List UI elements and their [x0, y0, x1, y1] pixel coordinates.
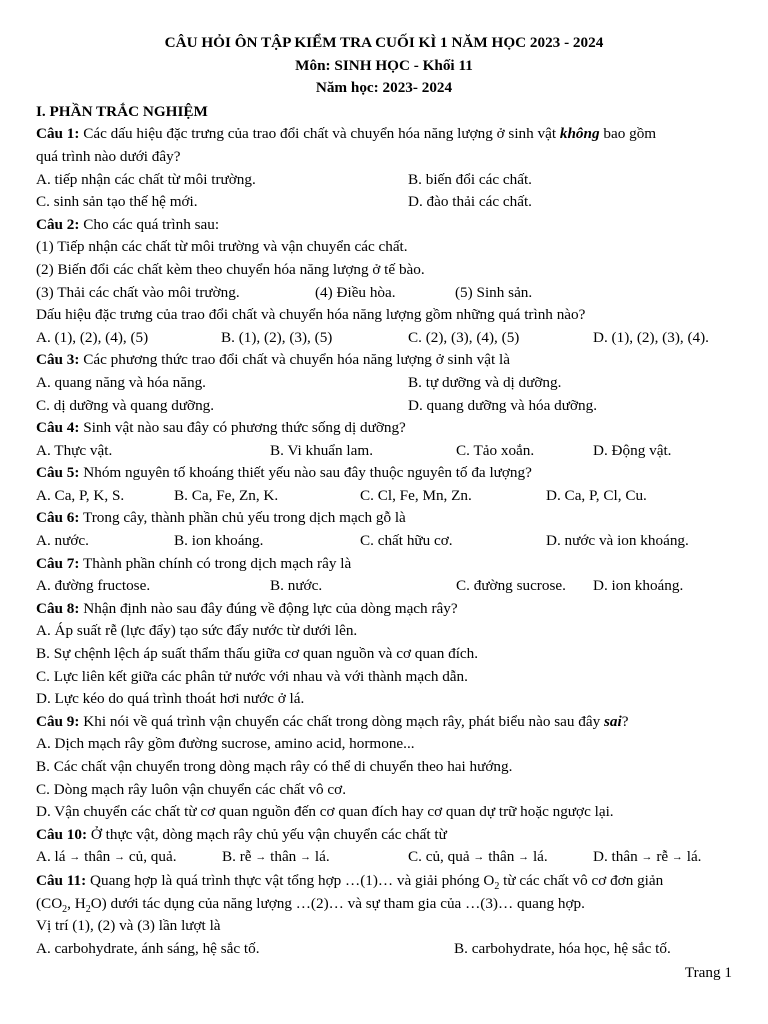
q10-c-to: lá.: [532, 848, 548, 866]
section-heading: I. PHẦN TRẮC NGHIỆM: [36, 102, 208, 120]
q11-option-b: B. carbohydrate, hóa học, hệ sắc tố.: [454, 939, 671, 957]
q10-text: Ở thực vật, dòng mạch rây chủ yếu vận chuyển các chất từ: [87, 825, 447, 843]
q3-text: Các phương thức trao đổi chất và chuyển hóa năng lượng ở sinh vật là: [79, 351, 510, 369]
q5-options-row: [36, 485, 732, 508]
q9-text-a: Khi nói về quá trình vận chuyển các chất trong dòng mạch rây, phát biểu nào sau đây: [79, 712, 604, 730]
question-10: [36, 824, 732, 870]
q9-emphasis: sai: [603, 712, 622, 730]
q11-sub-h2o: 2: [85, 903, 91, 915]
q5-option-d: D. Ca, P, Cl, Cu.: [546, 486, 647, 504]
q4-text: Sinh vật nào sau đây có phương thức sống dị dưỡng?: [79, 419, 406, 437]
arrow-right-icon: →: [518, 851, 530, 864]
q6-label: Câu 6:: [36, 509, 80, 527]
q10-option-d: [593, 846, 701, 870]
q11-text-c: (CO: [36, 894, 63, 912]
q10-b-to: lá.: [314, 848, 330, 866]
q3-option-c: C. dị dưỡng và quang dưỡng.: [36, 396, 215, 414]
q6-option-d: D. nước và ion khoáng.: [546, 532, 689, 550]
q9-label: Câu 9:: [36, 712, 80, 730]
q4-option-d: D. Động vật.: [593, 441, 672, 459]
q3-label: Câu 3:: [36, 351, 80, 369]
q10-a-mid: thân: [84, 848, 111, 866]
q11-options-row: [36, 938, 732, 961]
q9-text-b: ?: [621, 712, 629, 730]
q2-items-row: [36, 282, 732, 305]
arrow-right-icon: →: [114, 851, 126, 864]
q1-option-c: C. sinh sản tạo thế hệ mới.: [36, 193, 198, 211]
q8-label: Câu 8:: [36, 599, 80, 617]
q3-options-row-2: [36, 395, 732, 418]
q10-b-mid: thân: [270, 848, 297, 866]
q8-text: Nhận định nào sau đây đúng về động lực của dòng mạch rây?: [79, 599, 458, 617]
q10-option-c: [408, 846, 593, 870]
q11-text-a: Quang hợp là quá trình thực vật tổng hợp …(1)… và giải phóng O: [86, 871, 495, 889]
q4-option-a: A. Thực vật.: [36, 441, 113, 459]
q7-option-c: C. đường sucrose.: [456, 577, 566, 595]
arrow-right-icon: →: [255, 851, 267, 864]
q2-option-d: D. (1), (2), (3), (4).: [593, 328, 709, 346]
q11-sub-co2: 2: [62, 903, 68, 915]
q9-option-a: A. Dịch mạch rây gồm đường sucrose, amino acid, hormone...: [36, 735, 415, 753]
q11-question: Vị trí (1), (2) và (3) lần lượt là: [36, 917, 221, 935]
q2-item-2: (2) Biến đổi các chất kèm theo chuyển hóa năng lượng ở tế bào.: [36, 260, 425, 278]
q2-item-4: (4) Điều hòa.: [315, 283, 396, 301]
q1-text-c: quá trình nào dưới đây?: [36, 147, 181, 165]
q10-option-a: [36, 846, 222, 870]
q11-text-d: , H: [67, 894, 86, 912]
q8-option-a: A. Áp suất rễ (lực đẩy) tạo sức đẩy nước từ dưới lên.: [36, 622, 358, 640]
q7-option-d: D. ion khoáng.: [593, 577, 684, 595]
question-7: [36, 553, 732, 598]
q6-option-b: B. ion khoáng.: [174, 532, 264, 550]
question-9: [36, 711, 732, 824]
q4-option-c: C. Tảo xoắn.: [456, 441, 535, 459]
q2-item-5: (5) Sinh sản.: [455, 283, 533, 301]
q11-text-e: O) dưới tác dụng của năng lượng …(2)… và sự tham gia của …(3)… quang hợp.: [90, 894, 585, 912]
q8-option-b: B. Sự chệnh lệch áp suất thẩm thấu giữa cơ quan nguồn và cơ quan đích.: [36, 645, 479, 663]
q1-options-row-1: [36, 169, 732, 192]
q11-sub-o2: 2: [494, 881, 500, 892]
doc-subject: Môn: SINH HỌC - Khối 11: [295, 56, 473, 74]
question-6: [36, 507, 732, 552]
q4-label: Câu 4:: [36, 419, 80, 437]
q2-label: Câu 2:: [36, 215, 80, 233]
q7-option-b: B. nước.: [270, 577, 323, 595]
q1-text-b: bao gồm: [599, 125, 657, 143]
q3-options-row-1: [36, 372, 732, 395]
q5-option-c: C. Cl, Fe, Mn, Zn.: [360, 486, 472, 504]
arrow-right-icon: →: [641, 851, 653, 864]
question-1: [36, 123, 732, 213]
q1-label: Câu 1:: [36, 125, 80, 143]
q1-option-d: D. đào thải các chất.: [408, 193, 532, 211]
question-8: [36, 598, 732, 711]
q11-option-a: A. carbohydrate, ánh sáng, hệ sắc tố.: [36, 939, 260, 957]
arrow-right-icon: →: [473, 851, 485, 864]
arrow-right-icon: →: [671, 851, 683, 864]
q10-a-from: A. lá: [36, 848, 66, 866]
q2-option-c: C. (2), (3), (4), (5): [408, 328, 520, 346]
q7-option-a: A. đường fructose.: [36, 577, 151, 595]
q10-option-b: [222, 846, 408, 870]
doc-title: CÂU HỎI ÔN TẬP KIỂM TRA CUỐI KÌ 1 NĂM HỌC 2023 - 2024: [164, 34, 604, 51]
arrow-right-icon: →: [300, 851, 312, 864]
q4-option-b: B. Vi khuẩn lam.: [270, 441, 374, 459]
q4-options-row: [36, 440, 732, 463]
q9-option-c: C. Dòng mạch rây luôn vận chuyển các chất vô cơ.: [36, 780, 346, 798]
q10-options-row: [36, 846, 732, 870]
q10-label: Câu 10:: [36, 825, 88, 843]
q5-label: Câu 5:: [36, 464, 80, 482]
question-5: [36, 462, 732, 507]
q9-option-b: B. Các chất vận chuyển trong dòng mạch rây có thể di chuyển theo hai hướng.: [36, 758, 513, 775]
question-4: [36, 417, 732, 462]
question-2: [36, 214, 732, 350]
q2-text: Cho các quá trình sau:: [79, 215, 220, 233]
q5-text: Nhóm nguyên tố khoáng thiết yếu nào sau đây thuộc nguyên tố đa lượng?: [79, 464, 532, 482]
q10-d-mid: rễ: [656, 848, 669, 866]
q10-a-to: củ, quả.: [128, 848, 177, 866]
doc-year: Năm học: 2023- 2024: [315, 79, 453, 97]
q3-option-d: D. quang dưỡng và hóa dưỡng.: [408, 396, 598, 414]
q7-label: Câu 7:: [36, 554, 80, 572]
q1-options-row-2: [36, 191, 732, 214]
q2-item-1: (1) Tiếp nhận các chất từ môi trường và vận chuyển các chất.: [36, 238, 408, 256]
question-3: [36, 349, 732, 417]
q6-option-a: A. nước.: [36, 532, 89, 550]
q6-options-row: [36, 530, 732, 553]
q1-text-a: Các dấu hiệu đặc trưng của trao đổi chất và chuyển hóa năng lượng ở sinh vật: [79, 125, 560, 143]
arrow-right-icon: →: [69, 851, 81, 864]
q6-text: Trong cây, thành phần chủ yếu trong dịch mạch gỗ là: [79, 509, 406, 527]
q10-c-mid: thân: [488, 848, 515, 866]
page-number: Trang 1: [684, 964, 732, 981]
q2-option-b: B. (1), (2), (3), (5): [221, 328, 333, 346]
q6-option-c: C. chất hữu cơ.: [360, 532, 453, 550]
q1-option-a: A. tiếp nhận các chất từ môi trường.: [36, 170, 256, 188]
q7-text: Thành phần chính có trong dịch mạch rây là: [79, 554, 352, 572]
q11-text-b: từ các chất vô cơ đơn giản: [499, 871, 664, 889]
q10-d-from: D. thân: [593, 848, 638, 866]
q1-emphasis: không: [559, 125, 600, 143]
q2-question: Dấu hiệu đặc trưng của trao đổi chất và chuyển hóa năng lượng gồm những quá trình nào?: [36, 306, 586, 324]
q5-option-b: B. Ca, Fe, Zn, K.: [174, 486, 279, 504]
q1-option-b: B. biến đổi các chất.: [408, 170, 532, 188]
q10-c-from: C. củ, quả: [408, 848, 470, 866]
q2-item-3: (3) Thải các chất vào môi trường.: [36, 283, 240, 301]
q8-option-c: C. Lực liên kết giữa các phân tử nước với nhau và với thành mạch dẫn.: [36, 667, 468, 685]
q3-option-a: A. quang năng và hóa năng.: [36, 373, 206, 391]
q10-d-to: lá.: [686, 848, 702, 866]
q10-b-from: B. rễ: [222, 848, 252, 866]
q5-option-a: A. Ca, P, K, S.: [36, 486, 125, 504]
q9-option-d: D. Vận chuyển các chất từ cơ quan nguồn đến cơ quan đích hay cơ quan dự trữ hoặc ngược lại.: [36, 803, 614, 821]
q2-option-a: A. (1), (2), (4), (5): [36, 328, 149, 346]
q7-options-row: [36, 575, 732, 598]
q2-options-row: [36, 327, 732, 350]
question-11: [36, 870, 732, 960]
q3-option-b: B. tự dưỡng và dị dưỡng.: [408, 373, 562, 391]
q11-label: Câu 11:: [36, 871, 87, 889]
q8-option-d: D. Lực kéo do quá trình thoát hơi nước ở lá.: [36, 690, 305, 708]
